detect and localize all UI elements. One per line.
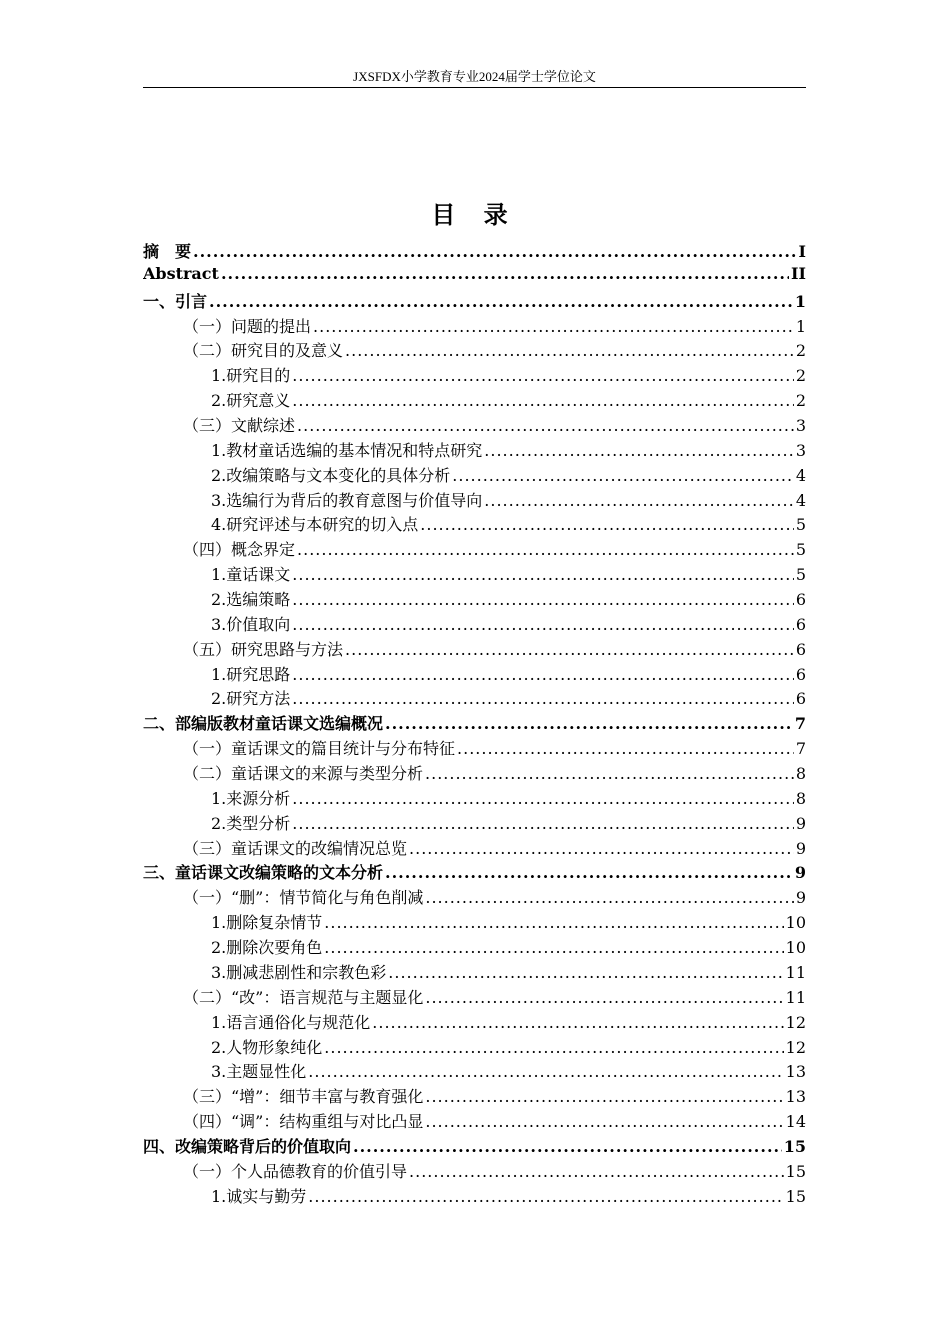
toc-leader-dots	[324, 1038, 783, 1057]
toc-leader-dots	[324, 938, 783, 957]
toc-entry-page: 6	[795, 664, 806, 684]
toc-entry-label: （二）研究目的及意义	[183, 341, 344, 361]
toc-entry-page: 9	[795, 813, 806, 833]
toc-entry-label: （二）童话课文的来源与类型分析	[183, 764, 424, 784]
toc-entry-page: 8	[795, 764, 806, 784]
toc-entry-label: 2.类型分析	[211, 813, 291, 833]
toc-entry-page: 10	[785, 938, 806, 958]
toc-entry-label: 1.童话课文	[211, 565, 291, 585]
toc-entry[interactable]	[143, 910, 806, 935]
page-header: JXSFDX小学教育专业2024届学士学位论文	[353, 69, 596, 84]
toc-leader-dots	[425, 1112, 783, 1131]
toc-entry[interactable]	[143, 314, 806, 339]
toc-entry-page: 6	[795, 614, 806, 634]
toc-entry-label: 3.价值取向	[211, 614, 291, 634]
toc-entry-page: 5	[795, 540, 806, 560]
toc-entry-label: 2.删除次要角色	[211, 938, 323, 958]
toc-entry[interactable]	[143, 413, 806, 438]
toc-entry[interactable]	[143, 1035, 806, 1060]
toc-entry[interactable]	[143, 836, 806, 861]
toc-leader-dots	[353, 1137, 782, 1156]
toc-entry-label: 3.选编行为背后的教育意图与价值导向	[211, 490, 483, 510]
toc-entry-page: 6	[795, 689, 806, 709]
toc-entry[interactable]	[143, 388, 806, 413]
toc-leader-dots	[425, 888, 793, 907]
toc-entry-page: 2	[795, 341, 806, 361]
toc-entry-page: I	[798, 242, 806, 261]
toc-entry-page: 12	[785, 1037, 806, 1057]
toc-entry[interactable]	[143, 1109, 806, 1134]
toc-entry-label: 三、童话课文改编策略的文本分析	[143, 863, 384, 883]
toc-entry-page: II	[791, 263, 806, 283]
toc-entry-page: 15	[785, 1186, 806, 1206]
toc-entry-label: 一、引言	[143, 291, 208, 311]
toc-leader-dots	[457, 739, 794, 758]
toc-entry-label: 4.研究评述与本研究的切入点	[211, 515, 419, 535]
toc-entry[interactable]	[143, 537, 806, 562]
table-of-contents	[143, 239, 806, 1209]
toc-entry[interactable]	[143, 637, 806, 662]
toc-entry[interactable]	[143, 562, 806, 587]
toc-entry[interactable]	[143, 885, 806, 910]
toc-entry[interactable]	[143, 860, 806, 885]
toc-leader-dots	[292, 814, 794, 833]
toc-entry-label: 2.研究意义	[211, 391, 291, 411]
toc-entry[interactable]	[143, 686, 806, 711]
toc-entry-page: 2	[795, 366, 806, 386]
toc-entry[interactable]	[143, 1134, 806, 1159]
toc-leader-dots	[385, 714, 793, 733]
toc-entry-label: 四、改编策略背后的价值取向	[143, 1136, 352, 1156]
toc-entry-page: 13	[785, 1062, 806, 1082]
toc-entry-page: 9	[795, 838, 806, 858]
toc-entry-label: 2.选编策略	[211, 590, 291, 610]
toc-entry[interactable]	[143, 736, 806, 761]
toc-entry-page: 3	[795, 416, 806, 436]
toc-leader-dots	[409, 1162, 784, 1181]
toc-entry-page: 6	[795, 639, 806, 659]
toc-entry[interactable]	[143, 289, 806, 314]
toc-entry-label: 1.语言通俗化与规范化	[211, 1012, 371, 1032]
toc-entry[interactable]	[143, 786, 806, 811]
toc-entry[interactable]	[143, 363, 806, 388]
toc-entry-label: （一）个人品德教育的价值引导	[183, 1161, 408, 1181]
toc-leader-dots	[292, 689, 794, 708]
toc-entry-label: 1.研究目的	[211, 366, 291, 386]
toc-entry-label: （一）问题的提出	[183, 316, 312, 336]
toc-entry-label: 1.删除复杂情节	[211, 913, 323, 933]
toc-entry-page: 5	[795, 515, 806, 535]
toc-leader-dots	[372, 1013, 783, 1032]
toc-leader-dots	[292, 665, 794, 684]
toc-entry-page: 2	[795, 391, 806, 411]
toc-entry-label: 1.研究思路	[211, 664, 291, 684]
header-rule	[143, 87, 806, 88]
toc-leader-dots	[308, 1062, 783, 1081]
toc-entry-page: 9	[794, 863, 806, 883]
toc-leader-dots	[425, 764, 794, 783]
toc-entry[interactable]	[143, 761, 806, 786]
toc-leader-dots	[484, 491, 794, 510]
toc-entry-label: （四）概念界定	[183, 540, 296, 560]
toc-leader-dots	[292, 789, 794, 808]
toc-entry-page: 1	[794, 291, 806, 311]
toc-entry-page: 11	[785, 962, 806, 982]
toc-entry[interactable]	[143, 1010, 806, 1035]
toc-entry-label: （三）“增”：细节丰富与教育强化	[183, 1087, 424, 1107]
toc-entry-page: 10	[785, 913, 806, 933]
toc-entry[interactable]	[143, 239, 806, 264]
toc-leader-dots	[385, 863, 793, 882]
toc-entry-label: 1.教材童话选编的基本情况和特点研究	[211, 440, 483, 460]
toc-leader-dots	[292, 590, 794, 609]
toc-entry-label: 1.诚实与勤劳	[211, 1186, 307, 1206]
toc-leader-dots	[292, 366, 794, 385]
toc-entry-label: 2.人物形象纯化	[211, 1037, 323, 1057]
toc-leader-dots	[425, 988, 783, 1007]
toc-entry[interactable]	[143, 1059, 806, 1084]
toc-entry[interactable]	[143, 438, 806, 463]
toc-leader-dots	[388, 963, 783, 982]
toc-entry-page: 15	[785, 1161, 806, 1181]
toc-leader-dots	[297, 416, 794, 435]
toc-leader-dots	[345, 640, 794, 659]
toc-leader-dots	[313, 317, 794, 336]
toc-entry-page: 3	[795, 440, 806, 460]
toc-entry-label: （三）文献综述	[183, 416, 296, 436]
toc-leader-dots	[345, 341, 794, 360]
toc-entry[interactable]	[143, 985, 806, 1010]
toc-leader-dots	[425, 1087, 783, 1106]
toc-entry[interactable]	[143, 811, 806, 836]
toc-entry-label: 3.删减悲剧性和宗教色彩	[211, 962, 387, 982]
toc-entry-label: （一）童话课文的篇目统计与分布特征	[183, 739, 456, 759]
toc-entry[interactable]	[143, 488, 806, 513]
toc-entry[interactable]	[143, 1159, 806, 1184]
toc-entry[interactable]	[143, 960, 806, 985]
toc-leader-dots	[221, 264, 789, 283]
toc-entry[interactable]	[143, 935, 806, 960]
toc-entry-label: 1.来源分析	[211, 788, 291, 808]
toc-leader-dots	[308, 1187, 783, 1206]
toc-leader-dots	[292, 391, 794, 410]
toc-entry[interactable]	[143, 1084, 806, 1109]
toc-leader-dots	[324, 913, 783, 932]
toc-entry[interactable]	[143, 711, 806, 736]
toc-entry-label: 2.研究方法	[211, 689, 291, 709]
toc-entry-label: 3.主题显性化	[211, 1062, 307, 1082]
toc-entry[interactable]	[143, 612, 806, 637]
toc-leader-dots	[292, 565, 794, 584]
toc-leader-dots	[193, 242, 797, 261]
toc-entry[interactable]	[143, 338, 806, 363]
toc-entry-page: 7	[795, 739, 806, 759]
toc-entry-label: （三）童话课文的改编情况总览	[183, 838, 408, 858]
toc-entry-label: 2.改编策略与文本变化的具体分析	[211, 465, 451, 485]
toc-leader-dots	[420, 515, 794, 534]
toc-leader-dots	[452, 466, 794, 485]
toc-entry-page: 7	[794, 714, 806, 734]
toc-entry-page: 15	[783, 1136, 806, 1156]
toc-entry-page: 4	[795, 465, 806, 485]
toc-leader-dots	[409, 839, 794, 858]
toc-entry-page: 4	[795, 490, 806, 510]
toc-leader-dots	[209, 292, 793, 311]
toc-entry-label: （五）研究思路与方法	[183, 639, 344, 659]
toc-entry[interactable]	[143, 662, 806, 687]
toc-entry-page: 9	[795, 888, 806, 908]
toc-entry[interactable]	[143, 512, 806, 537]
toc-entry-label: 二、部编版教材童话课文选编概况	[143, 714, 384, 734]
toc-entry-label: （四）“调”：结构重组与对比凸显	[183, 1112, 424, 1132]
toc-entry-page: 14	[785, 1112, 806, 1132]
toc-entry-label: （二）“改”：语言规范与主题显化	[183, 987, 424, 1007]
toc-entry[interactable]	[143, 587, 806, 612]
toc-entry-label: Abstract	[143, 263, 219, 283]
toc-leader-dots	[297, 540, 794, 559]
page-title: 目 录	[431, 201, 518, 229]
toc-entry-page: 11	[785, 987, 806, 1007]
toc-entry[interactable]	[143, 463, 806, 488]
toc-entry-page: 6	[795, 590, 806, 610]
toc-entry-page: 8	[795, 788, 806, 808]
toc-entry-page: 13	[785, 1087, 806, 1107]
toc-entry-page: 12	[785, 1012, 806, 1032]
toc-entry[interactable]	[143, 264, 806, 289]
toc-entry-label: 摘 要	[143, 242, 192, 261]
toc-entry[interactable]	[143, 1184, 806, 1209]
toc-entry-label: （一）“删”：情节简化与角色削减	[183, 888, 424, 908]
toc-leader-dots	[292, 615, 794, 634]
toc-entry-page: 5	[795, 565, 806, 585]
toc-entry-page: 1	[795, 316, 806, 336]
toc-leader-dots	[484, 441, 794, 460]
